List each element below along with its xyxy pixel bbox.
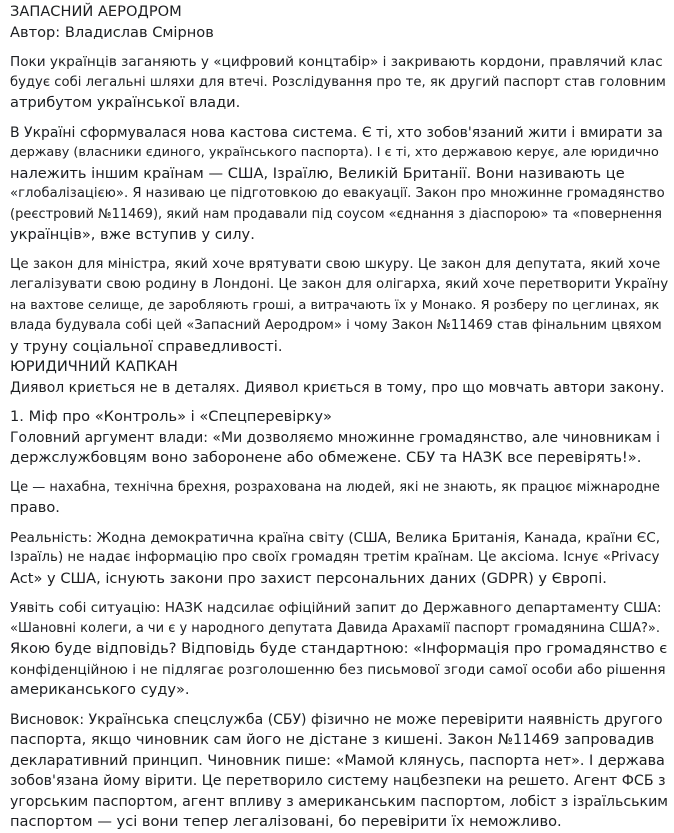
text-line: держслужбовцям воно заборонене або обмежене. СБУ та НАЗК все перевірять!». bbox=[10, 449, 642, 466]
myth-paragraph bbox=[10, 407, 668, 469]
text-line: декларативний принцип. Чиновник пише: «Мамой клянусь, паспорта нет». І держава bbox=[10, 752, 665, 769]
text-line: Якою буде відповідь? Відповідь буде стандартною: «Інформація про громадянство є bbox=[10, 640, 668, 657]
text-line: паспортом — усі вони тепер легалізовані, бо перевірити їх неможливо. bbox=[10, 813, 562, 830]
text-line: Act» у США, існують закони про захист персональних даних (GDPR) у Європі. bbox=[10, 569, 607, 587]
text-line: право. bbox=[10, 499, 60, 516]
text-line: Висновок: Українська спецслужба (СБУ) фізично не може перевірити наявність другого bbox=[10, 711, 663, 728]
text-line: В Україні сформувалася нова кастова система. Є ті, хто зобов'язаний жити і вмирати за bbox=[10, 124, 663, 141]
section-heading: ЮРИДИЧНИЙ КАПКАН bbox=[10, 358, 178, 375]
text-line: Ізраїль) не надає інформацію про своїх громадян третім країнам. Це аксіома. Існує «Privacy bbox=[10, 550, 660, 565]
text-line: державу (власники єдиного, українського паспорта). І є ті, хто державою керує, але юридично bbox=[10, 145, 659, 160]
text-line: «глобалізацією». Я називаю це підготовкою до евакуації. Закон про множинне громадянство bbox=[10, 186, 665, 201]
article-header bbox=[10, 2, 668, 43]
text-line: конфіденційною і не підлягає розголошенню без письмової згоди самої особи або рішення bbox=[10, 661, 666, 678]
caste-paragraph bbox=[10, 123, 668, 246]
text-line: Реальність: Жодна демократична країна світу (США, Велика Британія, Канада, країни ЄС, bbox=[10, 529, 661, 546]
text-line: угорським паспортом, агент впливу з американським паспортом, лобіст з ізраїльським bbox=[10, 793, 669, 810]
text-line: Уявіть собі ситуацію: НАЗК надсилає офіційний запит до Державного департаменту США: bbox=[10, 600, 662, 616]
text-line: Головний аргумент влади: «Ми дозволяємо множинне громадянство, але чиновникам і bbox=[10, 429, 661, 446]
text-line: легалізувати свою родину в Лондоні. Це закон для олігарха, який хоче перетворити Україну bbox=[10, 277, 669, 292]
myth-heading: 1. Міф про «Контроль» і «Спецперевірку» bbox=[10, 408, 332, 425]
text-line: українців», вже вступив у силу. bbox=[10, 226, 255, 243]
text-line: американського суду». bbox=[10, 681, 190, 698]
article-title: ЗАПАСНИЙ АЕРОДРОМ bbox=[10, 3, 182, 20]
text-line: влада будувала собі цей «Запасний Аеродром» і чому Закон №11469 став фінальним цвяхом bbox=[10, 318, 662, 333]
section-intro: Диявол криється не в деталях. Диявол криється в тому, про що мовчать автори закону. bbox=[10, 379, 665, 396]
reality-paragraph bbox=[10, 528, 668, 590]
lie-paragraph bbox=[10, 478, 668, 519]
text-line: атрибутом української влади. bbox=[10, 94, 241, 111]
text-line: «Шановні колеги, а чи є у народного депутата Давида Арахамії паспорт громадянина США?». bbox=[10, 620, 661, 636]
section-legal-trap bbox=[10, 357, 668, 398]
text-line: на вахтове селище, де заробляють гроші, а витрачають їх у Монако. Я розберу по цеглинах, як bbox=[10, 297, 660, 313]
article-author: Автор: Владислав Смірнов bbox=[10, 23, 214, 41]
text-line: Це — нахабна, технічна брехня, розрахована на людей, які не знають, як працює міжнародне bbox=[10, 479, 660, 495]
text-line: зобов'язана йому вірити. Це перетворило систему нацбезпеки на решето. Агент ФСБ з bbox=[10, 773, 666, 789]
text-line: Це закон для міністра, який хоче врятувати свою шкуру. Це закон для депутата, який хоче bbox=[10, 256, 661, 272]
text-line: у труну соціальної справедливості. bbox=[10, 337, 283, 355]
text-line: Поки українців заганяють у «цифровий концтабір» і закривають кордони, правлячий клас bbox=[10, 54, 663, 70]
intro-paragraph bbox=[10, 52, 668, 114]
law-paragraph bbox=[10, 255, 668, 358]
situation-paragraph bbox=[10, 598, 668, 701]
conclusion-paragraph bbox=[10, 710, 668, 833]
text-line: (реєстровий №11469), який нам продавали під соусом «єднання з діаспорою» та «повернення bbox=[10, 206, 662, 222]
text-line: належить іншим країнам — США, Ізраїлю, Великій Британії. Вони називають це bbox=[10, 164, 625, 182]
text-line: будує собі легальні шляхи для втечі. Розслідування про те, як другий паспорт став головним bbox=[10, 74, 666, 90]
text-line: паспорта, якщо чиновник сам його не дістане з кишені. Закон №11469 запровадив bbox=[10, 731, 655, 748]
